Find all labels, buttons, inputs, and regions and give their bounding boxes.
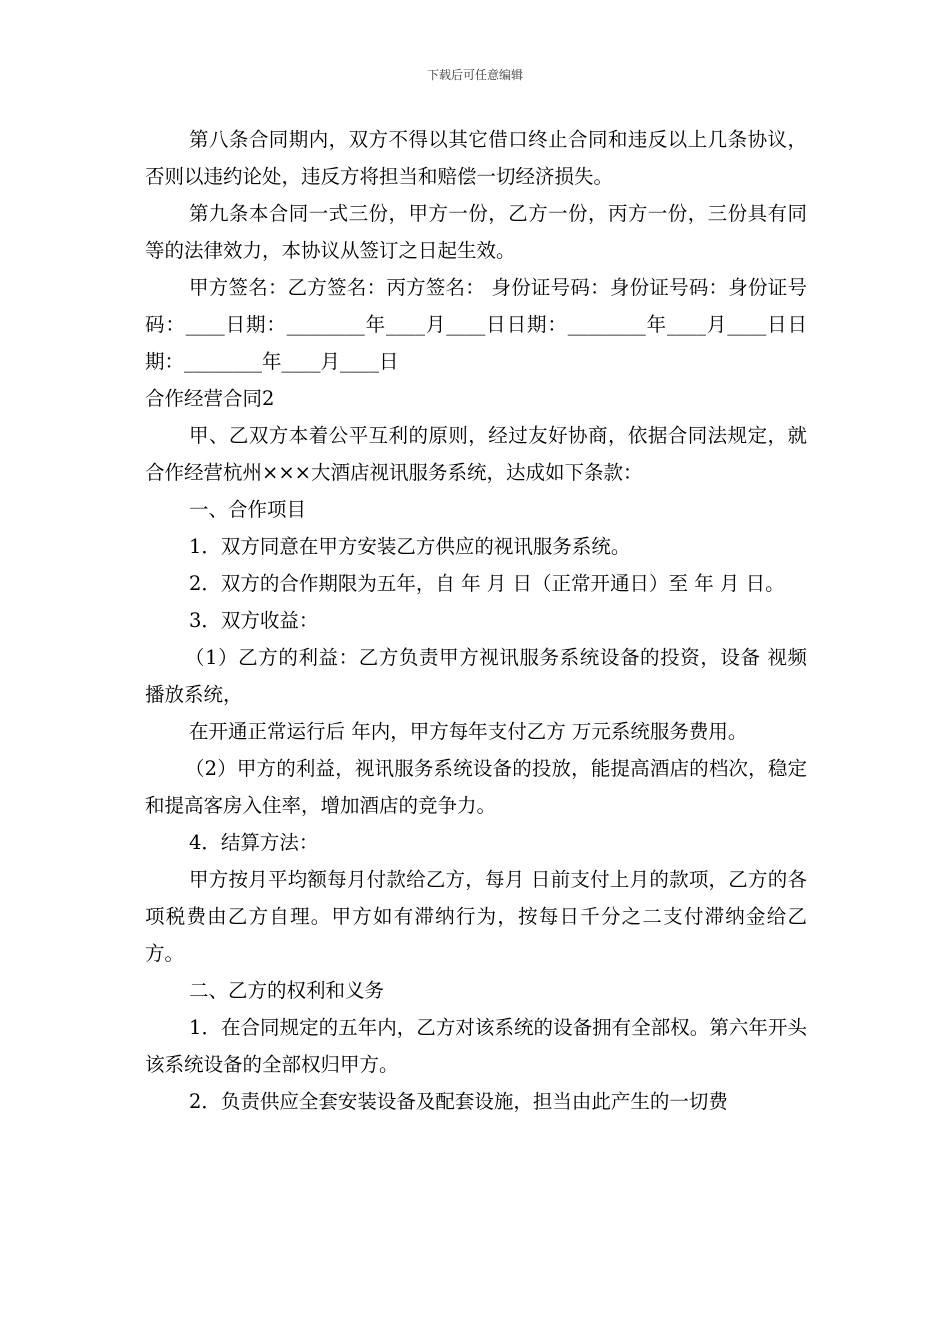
item-3: 3．双方收益： [189, 609, 319, 632]
section-2-heading: 二、乙方的权利和义务 [189, 979, 385, 1002]
article-8: 第八条合同期内，双方不得以其它借口终止合同和违反以上几条协议，否则以违约论处，违反方将担当和赔偿一切经济损失。 [145, 128, 807, 188]
preamble: 甲、乙双方本着公平互利的原则，经过友好协商，依据合同法规定，就合作经营杭州×××大酒店视讯服务系统，达成如下条款： [145, 424, 807, 484]
item-3-1: （1）乙方的利益：乙方负责甲方视讯服务系统设备的投资，设备 视频播放系统， [145, 646, 807, 706]
section-2-item-1: 1．在合同规定的五年内，乙方对该系统的设备拥有全部权。第六年开头该系统设备的全部权归甲方。 [145, 1016, 807, 1076]
section-2-item-2: 2．负责供应全套安装设备及配套设施，担当由此产生的一切费 [189, 1090, 728, 1113]
signature-block: 甲方签名：乙方签名：丙方签名： 身份证号码：身份证号码：身份证号码：____日期：________年____月____日日期：________年____月____日日期：________年____月____日 [145, 276, 807, 373]
item-3-1-cont: 在开通正常运行后 年内，甲方每年支付乙方 万元系统服务费用。 [189, 720, 748, 743]
contract-2-title: 合作经营合同2 [145, 387, 275, 410]
document-body [145, 121, 807, 1120]
article-9: 第九条本合同一式三份，甲方一份，乙方一份，丙方一份，三份具有同等的法律效力，本协议从签订之日起生效。 [145, 202, 807, 262]
item-4-text: 甲方按月平均额每月付款给乙方，每月 日前支付上月的款项，乙方的各项税费由乙方自理。甲方如有滞纳行为，按每日千分之二支付滞纳金给乙方。 [145, 868, 807, 965]
item-4: 4．结算方法： [189, 831, 319, 854]
item-1: 1．双方同意在甲方安装乙方供应的视讯服务系统。 [189, 535, 631, 558]
item-3-2: （2）甲方的利益，视讯服务系统设备的投放，能提高酒店的档次，稳定和提高客房入住率，增加酒店的竞争力。 [145, 757, 807, 817]
item-2: 2．双方的合作期限为五年，自 年 月 日（正常开通日）至 年 月 日。 [189, 572, 785, 595]
page-header: 下载后可任意编辑 [426, 68, 523, 82]
section-1-heading: 一、合作项目 [189, 498, 307, 521]
